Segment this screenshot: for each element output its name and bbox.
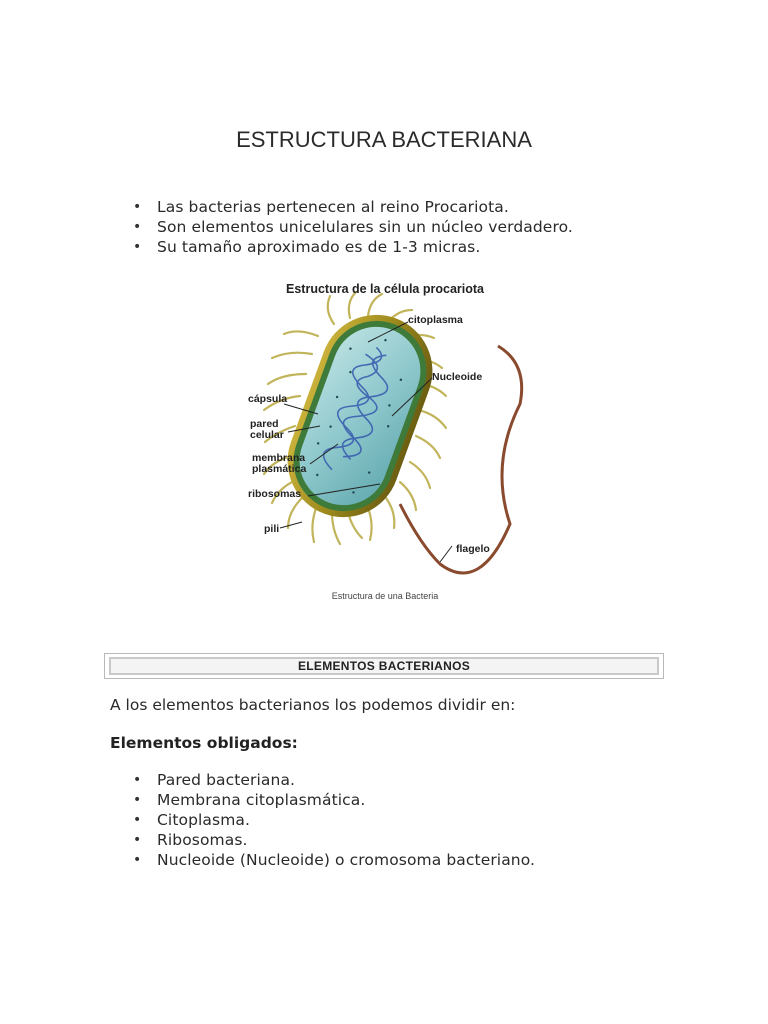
list-item: • Son elementos unicelulares sin un núcleo verdadero. — [133, 217, 573, 237]
label-pared-line2: celular — [250, 429, 284, 441]
label-capsula: cápsula — [248, 393, 288, 405]
label-flagelo: flagelo — [456, 543, 490, 555]
label-citoplasma: citoplasma — [408, 314, 463, 326]
obligados-list — [133, 770, 535, 870]
list-item: • Ribosomas. — [133, 830, 535, 850]
figure-title: Estructura de la célula procariota — [286, 282, 484, 296]
label-membrana-line1: membrana — [252, 452, 306, 464]
page-title: ESTRUCTURA BACTERIANA — [236, 127, 532, 152]
list-item: • Las bacterias pertenecen al reino Procariota. — [133, 197, 573, 217]
label-membrana-line2: plasmática — [252, 463, 307, 475]
list-item: • Su tamaño aproximado es de 1-3 micras. — [133, 237, 573, 257]
section-header — [104, 653, 664, 679]
subheading: Elementos obligados: — [110, 734, 298, 752]
list-item: • Membrana citoplasmática. — [133, 790, 535, 810]
intro-list — [133, 197, 573, 257]
figure-caption: Estructura de una Bacteria — [331, 591, 439, 601]
label-membrana — [252, 453, 306, 475]
intro-paragraph: A los elementos bacterianos los podemos dividir en: — [110, 696, 516, 714]
label-nucleoide: Nucleoide — [432, 371, 483, 383]
bacteria-diagram — [240, 276, 530, 586]
label-pared — [250, 419, 284, 441]
label-pared-line1: pared — [250, 418, 279, 430]
list-item: • Nucleoide (Nucleoide) o cromosoma bacteriano. — [133, 850, 535, 870]
label-pili: pili — [264, 523, 280, 535]
label-ribosomas: ribosomas — [248, 488, 302, 500]
section-header-label: ELEMENTOS BACTERIANOS — [109, 657, 659, 675]
list-item: • Citoplasma. — [133, 810, 535, 830]
list-item: • Pared bacteriana. — [133, 770, 535, 790]
